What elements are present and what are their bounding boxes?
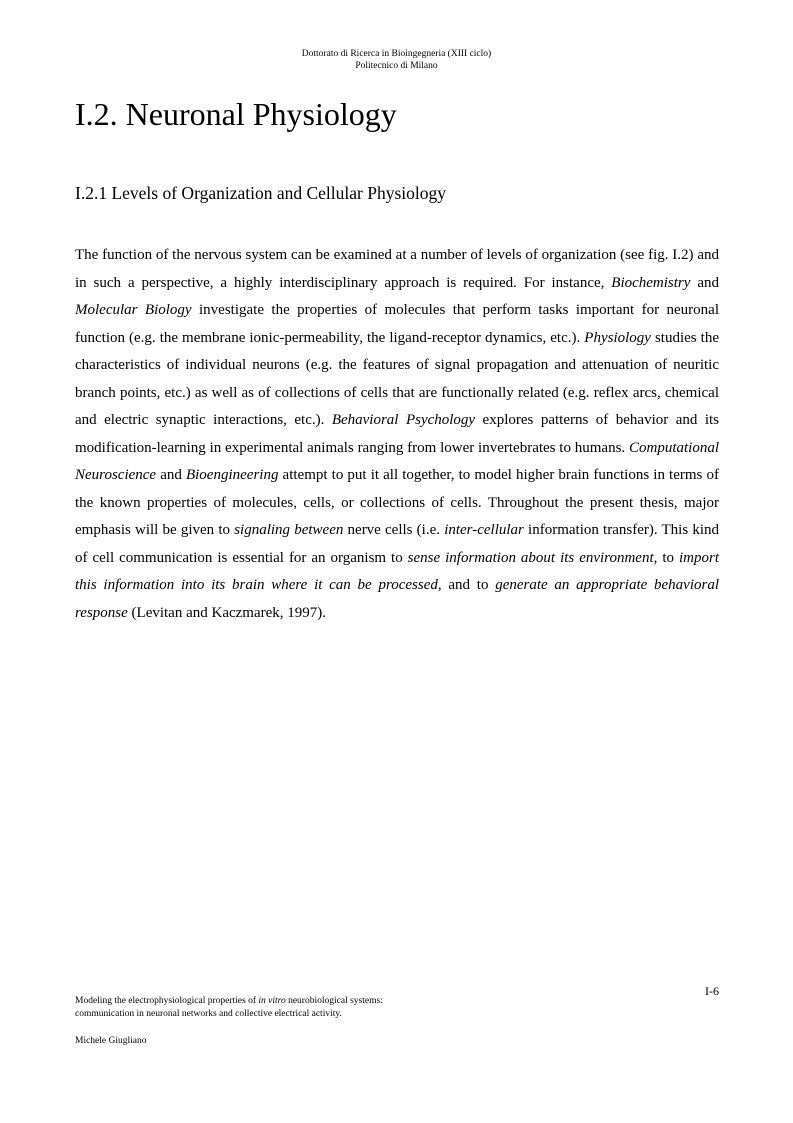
italic-term: Bioengineering: [185, 467, 279, 483]
section-title: I.2.1 Levels of Organization and Cellular Physiology: [75, 183, 446, 203]
paragraph-text: and: [156, 467, 186, 483]
paragraph-text: explores patterns of behavior and its modification-learning in experimental animals ranging from lower invertebrates to humans.: [75, 412, 720, 456]
italic-term: Computational Neuroscience: [75, 439, 719, 483]
header-institution-line: Politecnico di Milano: [355, 61, 438, 71]
italic-term: inter-cellular: [444, 522, 524, 538]
italic-term: generate an appropriate behavioral response: [75, 577, 720, 621]
paragraph-text: investigate the properties of molecules that perform tasks important for neuronal function (e.g. the membrane ionic-permeability, the ligand-receptor dynamics, etc.).: [75, 302, 720, 346]
footer-title-text-end: neurobiological systems:: [285, 996, 383, 1006]
paragraph-text: , to: [653, 549, 679, 566]
italic-term: Behavioral Psychology: [331, 412, 476, 428]
footer-title-italic: in vitro: [258, 996, 286, 1006]
paragraph-text: information transfer). This kind of cell communication is essential for an organism to: [75, 522, 720, 566]
paragraph-text: (Levitan and Kaczmarek, 1997).: [127, 604, 327, 621]
header-program-line: Dottorato di Ricerca in Bioingegneria (XIII ciclo): [301, 49, 492, 59]
paragraph-text: , and to: [437, 577, 496, 593]
chapter-title: I.2. Neuronal Physiology: [75, 96, 397, 132]
body-paragraph: [75, 242, 719, 627]
paragraph-text: nerve cells (i.e.: [343, 522, 445, 538]
italic-term: signaling between: [234, 522, 344, 538]
paragraph-text: and: [690, 274, 719, 291]
footer-author: Michele Giugliano: [75, 1036, 147, 1046]
page-number: I-6: [705, 984, 719, 998]
italic-term: Biochemistry: [611, 274, 691, 291]
footer: [75, 995, 383, 1048]
paragraph-text: studies the characteristics of individual neurons (e.g. the features of signal propagation and attenuation of neuritic branch points, etc.) as well as of collections of cells that are functionally related (e.g. reflex arcs, chemical and electric synaptic interactions, etc.).: [75, 329, 719, 428]
footer-title-text: Modeling the electrophysiological properties of: [75, 996, 259, 1006]
paragraph-text: attempt to put it all together, to model higher brain functions in terms of the known properties of molecules, cells, or collections of cells. Throughout the present thesis, major emphasis will be given to: [75, 467, 719, 538]
italic-term: sense information about its environment: [407, 549, 654, 566]
italic-term: Molecular Biology: [75, 302, 192, 318]
italic-term: Physiology: [584, 329, 651, 346]
paragraph-text: The function of the nervous system can be examined at a number of levels of organization (see fig. I.2) and in such a perspective, a highly interdisciplinary approach is required. For instance,: [75, 247, 719, 291]
footer-title-line2: communication in neuronal networks and collective electrical activity.: [75, 1008, 342, 1019]
running-header: [0, 48, 793, 72]
italic-term: import this information into its brain where it can be processed: [75, 549, 720, 593]
footer-title-line1: [75, 995, 383, 1008]
